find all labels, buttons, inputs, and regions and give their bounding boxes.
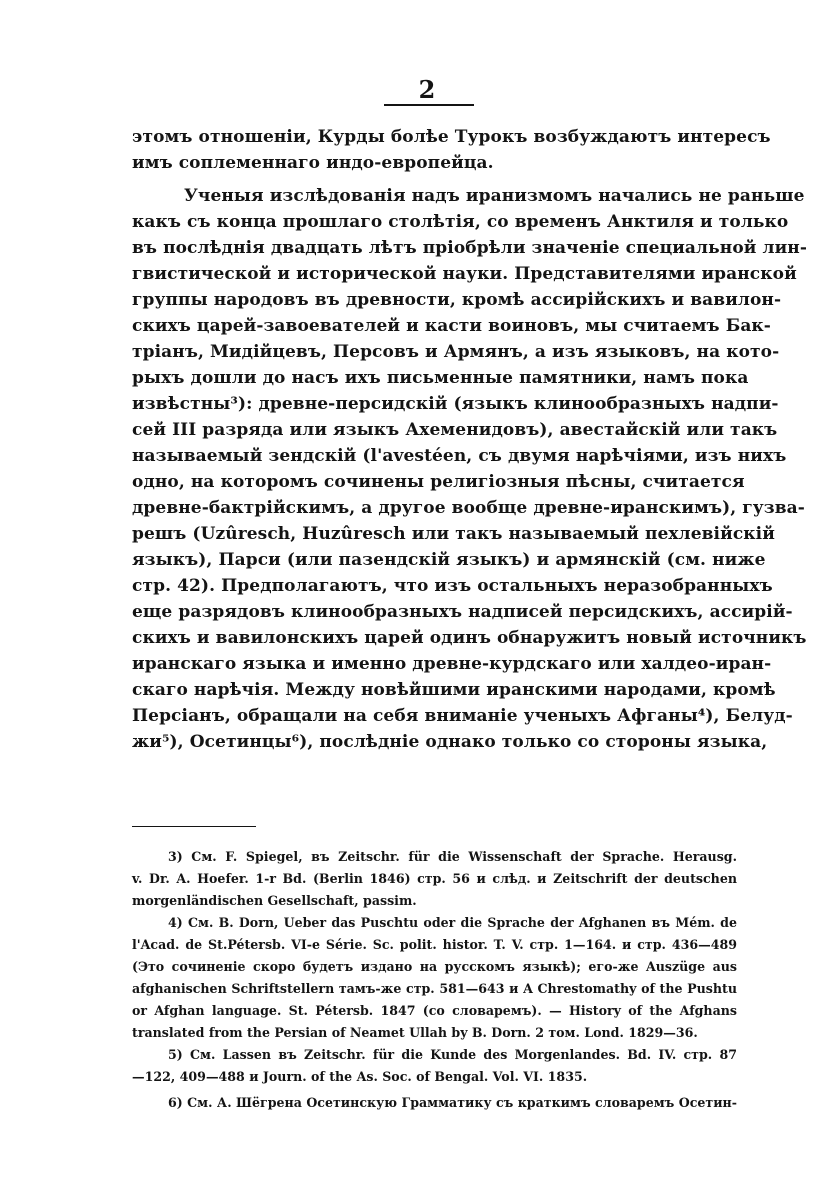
- body-line: трiанъ, Мидiйцевъ, Персовъ и Армянъ, а изъ языковъ, на кото-: [132, 342, 780, 362]
- body-line: еще разрядовъ клинообразныхъ надписей персидскихъ, ассирiй-: [132, 602, 793, 622]
- footnote-line: l'Acad. de St.Pétersb. VI-e Série. Sc. polit. histor. T. V. стр. 1—164. и стр. 436—489: [132, 937, 737, 952]
- body-line: Ученыя изслѣдованiя надъ иранизмомъ начались не раньше: [184, 186, 805, 206]
- page-number-rule: [384, 104, 474, 106]
- body-line: группы народовъ въ древности, кромѣ ассирiйскихъ и вавилон-: [132, 290, 782, 310]
- body-line: какъ съ конца прошлаго столѣтiя, со временъ Анктиля и только: [132, 212, 789, 232]
- footnote-line: translated from the Persian of Neamet Ullah by B. Dorn. 2 том. Lond. 1829—36.: [132, 1025, 698, 1040]
- body-line: скихъ царей-завоевателей и касти воиновъ, мы считаемъ Бак-: [132, 316, 771, 336]
- body-line: извѣстны³): древне-персидскiй (языкъ клинообразныхъ надпи-: [132, 394, 779, 414]
- footnote-line: 4) См. B. Dorn, Ueber das Puschtu oder die Sprache der Afghanen въ Mém. de: [168, 915, 737, 930]
- body-line: древне-бактрiйскимъ, а другое вообще древне-иранскимъ), гузва-: [132, 498, 805, 518]
- body-line: скихъ и вавилонскихъ царей одинъ обнаружитъ новый источникъ: [132, 628, 807, 648]
- body-line: решъ (Uzûresch, Huzûresch или такъ называемый пехлевiйскiй: [132, 524, 775, 544]
- footnote-line: morgenländischen Gesellschaft, passim.: [132, 893, 417, 908]
- body-line: рыхъ дошли до насъ ихъ письменные памятники, намъ пока: [132, 368, 749, 388]
- body-line: Персiанъ, обращали на себя вниманiе ученыхъ Афганы⁴), Белуд-: [132, 706, 793, 726]
- footnote-line: or Afghan language. St. Pétersb. 1847 (со словаремъ). — History of the Afghans: [132, 1003, 737, 1018]
- body-line: языкъ), Парси (или пазендскiй языкъ) и армянскiй (см. ниже: [132, 550, 766, 570]
- body-line: иранскаго языка и именно древне-курдскаго или халдео-иран-: [132, 654, 772, 674]
- body-line: стр. 42). Предполагаютъ, что изъ остальныхъ неразобранныхъ: [132, 576, 773, 596]
- footnote-line: afghanischen Schriftstellern тамъ-же стр. 581—643 и A Chrestomathy of the Pushtu: [132, 981, 737, 996]
- body-line: гвистической и исторической науки. Представителями иранской: [132, 264, 797, 284]
- footnote-line: v. Dr. A. Hoefer. 1-r Bd. (Berlin 1846) стр. 56 и слѣд. и Zeitschrift der deutschen: [132, 871, 737, 886]
- footnote-line: 5) См. Lassen въ Zeitschr. für die Kunde des Morgenlandes. Bd. IV. стр. 87: [168, 1047, 737, 1062]
- page-number: 2: [418, 75, 436, 104]
- body-line: одно, на которомъ сочинены религiозныя пѣсны, считается: [132, 472, 745, 492]
- footnote-line: —122, 409—488 и Journ. of the As. Soc. of Bengal. Vol. VI. 1835.: [132, 1069, 588, 1084]
- body-line: скаго нарѣчiя. Между новѣйшими иранскими народами, кромѣ: [132, 680, 776, 700]
- body-line: сей III разряда или языкъ Ахеменидовъ), авестайскiй или такъ: [132, 420, 778, 440]
- footnote-line: 6) См. А. Шёгрена Осетинскую Грамматику съ краткимъ словаремъ Осетин-: [168, 1095, 737, 1110]
- body-line: въ послѣднiя двадцать лѣтъ прiобрѣли значенiе специальной лин-: [132, 238, 807, 258]
- body-line: называемый зендскiй (l'avestéen, съ двумя нарѣчiями, изъ нихъ: [132, 446, 787, 466]
- footnote-line: 3) См. F. Spiegel, въ Zeitschr. für die Wissenschaft der Sprache. Herausg.: [168, 849, 737, 864]
- body-line: жи⁵), Осетинцы⁶), послѣднiе однако только со стороны языка,: [132, 732, 768, 752]
- body-line: имъ соплеменнаго индо-европейца.: [132, 153, 494, 173]
- body-line: этомъ отношенiи, Курды болѣе Турокъ возбуждаютъ интересъ: [132, 127, 771, 147]
- footnote-rule: [132, 826, 256, 827]
- footnote-line: (Это сочиненiе скоро будетъ издано на русскомъ языкѣ); его-же Auszüge aus: [132, 959, 737, 974]
